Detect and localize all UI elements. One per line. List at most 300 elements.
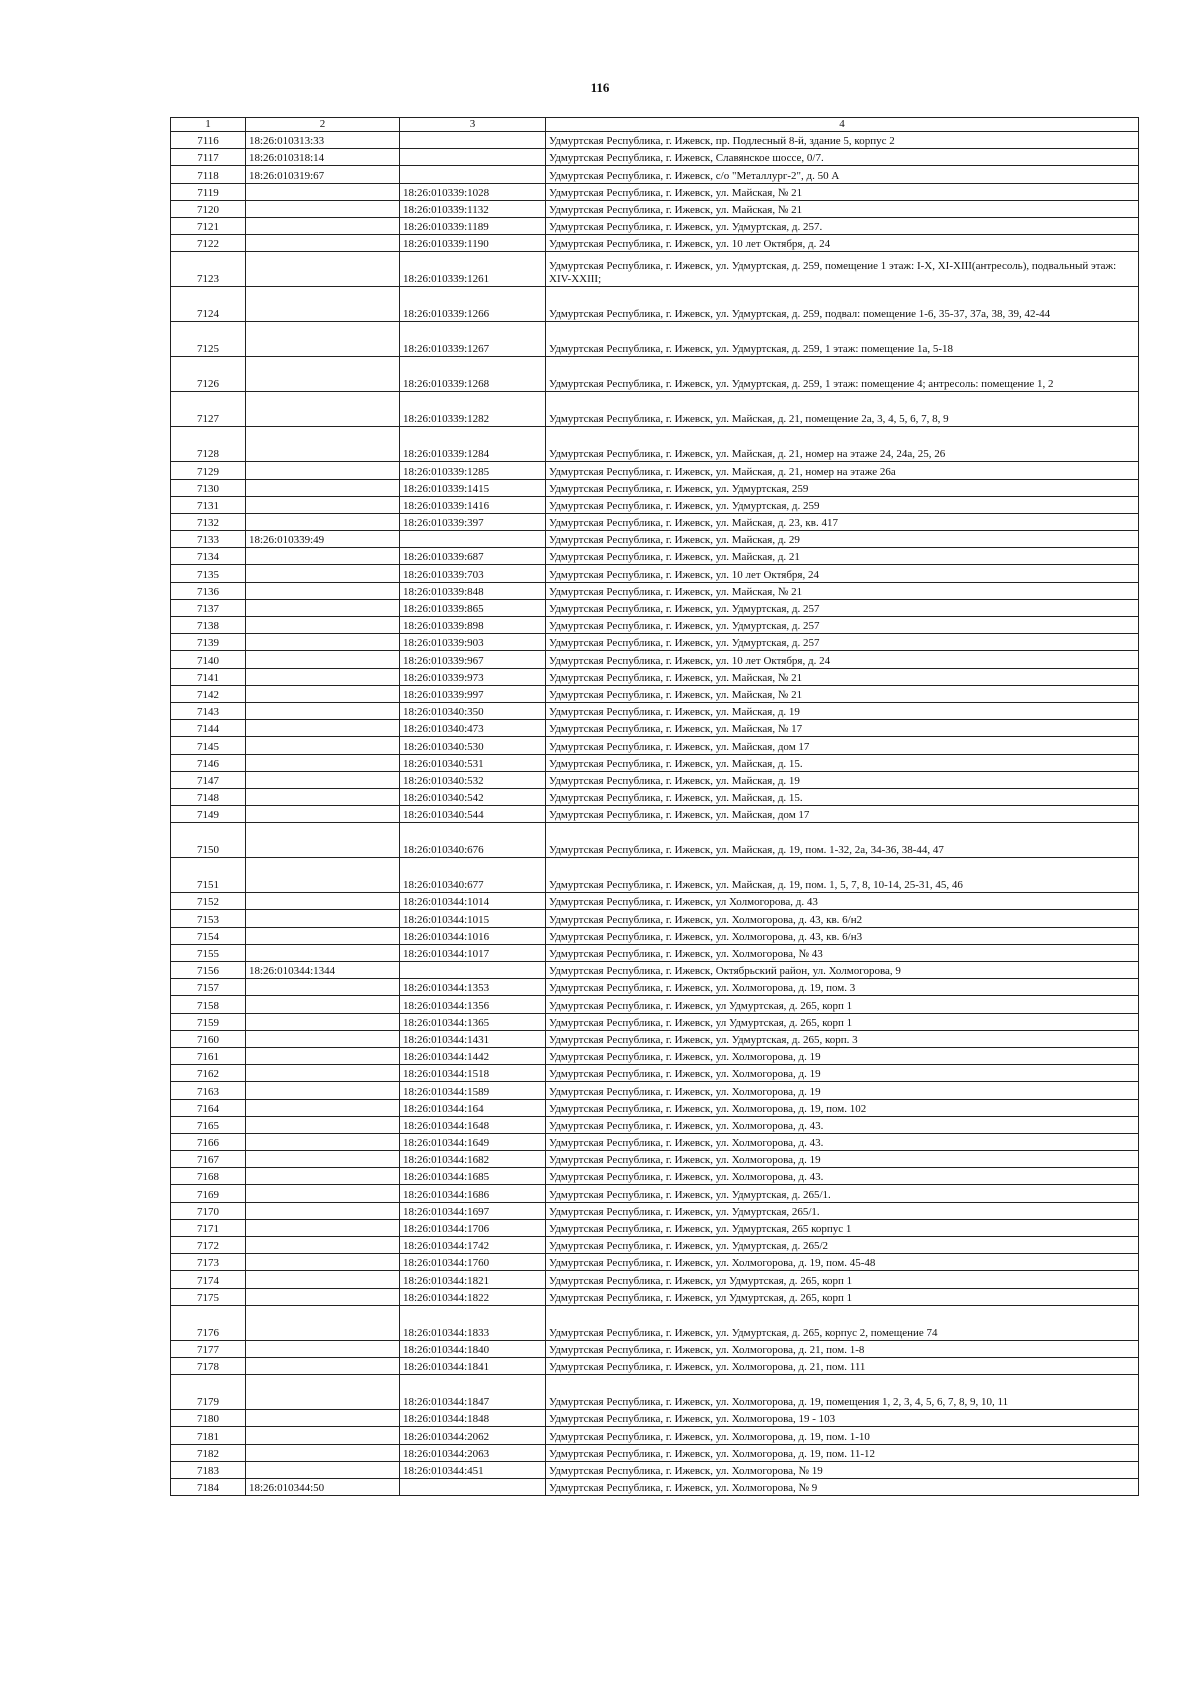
land-cadastral-cell [246, 217, 400, 234]
row-number-cell: 7130 [171, 479, 246, 496]
land-cadastral-cell [246, 200, 400, 217]
address-cell: Удмуртская Республика, г. Ижевск, ул. Удмуртская, д. 259, 1 этаж: помещение 1а, 5-18 [546, 322, 1139, 357]
row-number-cell: 7163 [171, 1082, 246, 1099]
address-cell: Удмуртская Республика, г. Ижевск, ул. Холмогорова, № 19 [546, 1461, 1139, 1478]
table-row [171, 462, 1139, 479]
address-cell: Удмуртская Республика, г. Ижевск, ул. Майская, № 21 [546, 668, 1139, 685]
table-row [171, 944, 1139, 961]
table-row [171, 1030, 1139, 1047]
row-number-cell: 7138 [171, 617, 246, 634]
object-cadastral-cell: 18:26:010344:1016 [400, 927, 546, 944]
object-cadastral-cell [400, 149, 546, 166]
table-row [171, 1237, 1139, 1254]
land-cadastral-cell [246, 1340, 400, 1357]
row-number-cell: 7159 [171, 1013, 246, 1030]
land-cadastral-cell [246, 1030, 400, 1047]
land-cadastral-cell [246, 893, 400, 910]
table-row [171, 217, 1139, 234]
object-cadastral-cell: 18:26:010339:1282 [400, 392, 546, 427]
object-cadastral-cell: 18:26:010339:1261 [400, 252, 546, 287]
land-cadastral-cell [246, 582, 400, 599]
address-cell: Удмуртская Республика, г. Ижевск, ул. Майская, д. 15. [546, 754, 1139, 771]
address-cell: Удмуртская Республика, г. Ижевск, ул. Удмуртская, д. 265, корп. 3 [546, 1030, 1139, 1047]
object-cadastral-cell: 18:26:010344:2063 [400, 1444, 546, 1461]
row-number-cell: 7168 [171, 1168, 246, 1185]
table-row [171, 1116, 1139, 1133]
address-cell: Удмуртская Республика, г. Ижевск, ул. Майская, д. 19, пом. 1, 5, 7, 8, 10-14, 25-31, 45, 46 [546, 858, 1139, 893]
row-number-cell: 7128 [171, 427, 246, 462]
table-row [171, 322, 1139, 357]
header-row [171, 118, 1139, 132]
row-number-cell: 7119 [171, 183, 246, 200]
object-cadastral-cell: 18:26:010344:1822 [400, 1288, 546, 1305]
table-row [171, 1305, 1139, 1340]
table-row [171, 823, 1139, 858]
object-cadastral-cell: 18:26:010339:1415 [400, 479, 546, 496]
table-row [171, 1151, 1139, 1168]
land-cadastral-cell [246, 548, 400, 565]
row-number-cell: 7145 [171, 737, 246, 754]
object-cadastral-cell: 18:26:010344:1848 [400, 1410, 546, 1427]
table-row [171, 702, 1139, 719]
address-cell: Удмуртская Республика, г. Ижевск, ул. Удмуртская, д. 257. [546, 217, 1139, 234]
table-row [171, 927, 1139, 944]
row-number-cell: 7161 [171, 1047, 246, 1064]
table-row [171, 634, 1139, 651]
table-row [171, 427, 1139, 462]
object-cadastral-cell: 18:26:010344:1017 [400, 944, 546, 961]
row-number-cell: 7175 [171, 1288, 246, 1305]
object-cadastral-cell: 18:26:010339:865 [400, 599, 546, 616]
land-cadastral-cell [246, 754, 400, 771]
table-row [171, 979, 1139, 996]
row-number-cell: 7146 [171, 754, 246, 771]
address-cell: Удмуртская Республика, г. Ижевск, ул. Майская, д. 21 [546, 548, 1139, 565]
row-number-cell: 7147 [171, 771, 246, 788]
table-row [171, 166, 1139, 183]
address-cell: Удмуртская Республика, г. Ижевск, ул. Майская, № 21 [546, 200, 1139, 217]
table-row [171, 858, 1139, 893]
row-number-cell: 7177 [171, 1340, 246, 1357]
table-row [171, 720, 1139, 737]
object-cadastral-cell: 18:26:010344:1742 [400, 1237, 546, 1254]
address-cell: Удмуртская Республика, г. Ижевск, ул. Удмуртская, д. 265/1. [546, 1185, 1139, 1202]
object-cadastral-cell: 18:26:010340:532 [400, 771, 546, 788]
address-cell: Удмуртская Республика, г. Ижевск, ул. Холмогорова, д. 43. [546, 1133, 1139, 1150]
land-cadastral-cell [246, 702, 400, 719]
row-number-cell: 7143 [171, 702, 246, 719]
table-row [171, 1254, 1139, 1271]
address-cell: Удмуртская Республика, г. Ижевск, с/о "Металлург-2", д. 50 А [546, 166, 1139, 183]
row-number-cell: 7127 [171, 392, 246, 427]
row-number-cell: 7150 [171, 823, 246, 858]
table-row [171, 1357, 1139, 1374]
address-cell: Удмуртская Республика, г. Ижевск, ул. Майская, дом 17 [546, 806, 1139, 823]
row-number-cell: 7129 [171, 462, 246, 479]
row-number-cell: 7167 [171, 1151, 246, 1168]
object-cadastral-cell: 18:26:010344:1685 [400, 1168, 546, 1185]
address-cell: Удмуртская Республика, г. Ижевск, ул. Майская, д. 19 [546, 771, 1139, 788]
address-cell: Удмуртская Республика, г. Ижевск, ул. Удмуртская, д. 259, подвал: помещение 1-6, 35-37, 37а, 38, 39, 42-44 [546, 287, 1139, 322]
table-row [171, 548, 1139, 565]
row-number-cell: 7157 [171, 979, 246, 996]
table-row [171, 1288, 1139, 1305]
header-col-3: 3 [400, 118, 546, 132]
land-cadastral-cell [246, 1047, 400, 1064]
object-cadastral-cell: 18:26:010339:1190 [400, 235, 546, 252]
table-row [171, 479, 1139, 496]
address-cell: Удмуртская Республика, г. Ижевск, Славянское шоссе, 0/7. [546, 149, 1139, 166]
land-cadastral-cell [246, 287, 400, 322]
land-cadastral-cell [246, 1185, 400, 1202]
object-cadastral-cell: 18:26:010339:1268 [400, 357, 546, 392]
table-row [171, 235, 1139, 252]
table-row [171, 1202, 1139, 1219]
land-cadastral-cell [246, 462, 400, 479]
address-cell: Удмуртская Республика, г. Ижевск, ул. Холмогорова, д. 19, пом. 45-48 [546, 1254, 1139, 1271]
land-cadastral-cell [246, 392, 400, 427]
land-cadastral-cell [246, 1305, 400, 1340]
address-cell: Удмуртская Республика, г. Ижевск, ул. Майская, № 21 [546, 582, 1139, 599]
address-cell: Удмуртская Республика, г. Ижевск, ул. Удмуртская, 259 [546, 479, 1139, 496]
address-cell: Удмуртская Республика, г. Ижевск, ул. Холмогорова, 19 - 103 [546, 1410, 1139, 1427]
table-row [171, 617, 1139, 634]
land-cadastral-cell [246, 1099, 400, 1116]
object-cadastral-cell: 18:26:010339:1189 [400, 217, 546, 234]
address-cell: Удмуртская Республика, г. Ижевск, ул. Удмуртская, д. 259, 1 этаж: помещение 4; антресоль: помещение 1, 2 [546, 357, 1139, 392]
land-cadastral-cell [246, 1444, 400, 1461]
address-cell: Удмуртская Республика, г. Ижевск, ул. Майская, д. 21, номер на этаже 26а [546, 462, 1139, 479]
land-cadastral-cell [246, 1357, 400, 1374]
row-number-cell: 7137 [171, 599, 246, 616]
object-cadastral-cell: 18:26:010344:1697 [400, 1202, 546, 1219]
land-cadastral-cell [246, 1288, 400, 1305]
row-number-cell: 7162 [171, 1065, 246, 1082]
object-cadastral-cell: 18:26:010340:530 [400, 737, 546, 754]
address-cell: Удмуртская Республика, г. Ижевск, ул. Холмогорова, д. 19, помещения 1, 2, 3, 4, 5, 6, 7, 8, 9, 10, 11 [546, 1375, 1139, 1410]
object-cadastral-cell: 18:26:010344:1686 [400, 1185, 546, 1202]
object-cadastral-cell: 18:26:010340:676 [400, 823, 546, 858]
row-number-cell: 7178 [171, 1357, 246, 1374]
row-number-cell: 7183 [171, 1461, 246, 1478]
table-row [171, 1271, 1139, 1288]
land-cadastral-cell [246, 668, 400, 685]
land-cadastral-cell [246, 634, 400, 651]
address-cell: Удмуртская Республика, г. Ижевск, ул. Холмогорова, № 43 [546, 944, 1139, 961]
row-number-cell: 7149 [171, 806, 246, 823]
table-row [171, 496, 1139, 513]
land-cadastral-cell [246, 979, 400, 996]
land-cadastral-cell [246, 1202, 400, 1219]
table-row [171, 531, 1139, 548]
address-cell: Удмуртская Республика, г. Ижевск, ул. 10 лет Октября, д. 24 [546, 651, 1139, 668]
land-cadastral-cell [246, 944, 400, 961]
land-cadastral-cell: 18:26:010344:1344 [246, 962, 400, 979]
object-cadastral-cell: 18:26:010344:1353 [400, 979, 546, 996]
address-cell: Удмуртская Республика, г. Ижевск, ул. Майская, д. 19, пом. 1-32, 2а, 34-36, 38-44, 47 [546, 823, 1139, 858]
object-cadastral-cell: 18:26:010339:1416 [400, 496, 546, 513]
object-cadastral-cell: 18:26:010340:544 [400, 806, 546, 823]
land-cadastral-cell [246, 806, 400, 823]
object-cadastral-cell: 18:26:010344:1706 [400, 1219, 546, 1236]
row-number-cell: 7179 [171, 1375, 246, 1410]
address-cell: Удмуртская Республика, г. Ижевск, ул. Удмуртская, д. 265, корпус 2, помещение 74 [546, 1305, 1139, 1340]
land-cadastral-cell [246, 858, 400, 893]
row-number-cell: 7151 [171, 858, 246, 893]
table-row [171, 806, 1139, 823]
land-cadastral-cell [246, 357, 400, 392]
table-row [171, 287, 1139, 322]
row-number-cell: 7173 [171, 1254, 246, 1271]
table-row [171, 1461, 1139, 1478]
address-cell: Удмуртская Республика, г. Ижевск, ул. Удмуртская, 265 корпус 1 [546, 1219, 1139, 1236]
header-col-4: 4 [546, 118, 1139, 132]
table-row [171, 1013, 1139, 1030]
land-cadastral-cell [246, 927, 400, 944]
object-cadastral-cell: 18:26:010344:1015 [400, 910, 546, 927]
table-row [171, 685, 1139, 702]
row-number-cell: 7182 [171, 1444, 246, 1461]
object-cadastral-cell: 18:26:010344:1847 [400, 1375, 546, 1410]
table-row [171, 1099, 1139, 1116]
land-cadastral-cell: 18:26:010344:50 [246, 1478, 400, 1495]
object-cadastral-cell: 18:26:010344:1442 [400, 1047, 546, 1064]
row-number-cell: 7165 [171, 1116, 246, 1133]
object-cadastral-cell [400, 531, 546, 548]
object-cadastral-cell: 18:26:010339:898 [400, 617, 546, 634]
table-row [171, 513, 1139, 530]
land-cadastral-cell [246, 513, 400, 530]
table-row [171, 599, 1139, 616]
page-number: 116 [590, 80, 610, 95]
address-cell: Удмуртская Республика, г. Ижевск, ул. Майская, д. 23, кв. 417 [546, 513, 1139, 530]
row-number-cell: 7132 [171, 513, 246, 530]
table-row [171, 1185, 1139, 1202]
table-row [171, 1478, 1139, 1495]
row-number-cell: 7142 [171, 685, 246, 702]
land-cadastral-cell [246, 252, 400, 287]
row-number-cell: 7176 [171, 1305, 246, 1340]
row-number-cell: 7124 [171, 287, 246, 322]
object-cadastral-cell: 18:26:010339:997 [400, 685, 546, 702]
object-cadastral-cell: 18:26:010344:1431 [400, 1030, 546, 1047]
object-cadastral-cell: 18:26:010339:1028 [400, 183, 546, 200]
table-row [171, 1444, 1139, 1461]
address-cell: Удмуртская Республика, г. Ижевск, ул. Удмуртская, д. 259 [546, 496, 1139, 513]
address-cell: Удмуртская Республика, г. Ижевск, ул. 10 лет Октября, 24 [546, 565, 1139, 582]
table-row [171, 1219, 1139, 1236]
land-cadastral-cell [246, 1461, 400, 1478]
table-row [171, 1168, 1139, 1185]
table-row [171, 1427, 1139, 1444]
address-cell: Удмуртская Республика, г. Ижевск, ул. Холмогорова, д. 21, пом. 111 [546, 1357, 1139, 1374]
row-number-cell: 7170 [171, 1202, 246, 1219]
row-number-cell: 7133 [171, 531, 246, 548]
row-number-cell: 7184 [171, 1478, 246, 1495]
object-cadastral-cell: 18:26:010344:1365 [400, 1013, 546, 1030]
table-row [171, 737, 1139, 754]
object-cadastral-cell [400, 1478, 546, 1495]
object-cadastral-cell: 18:26:010339:1266 [400, 287, 546, 322]
table-row [171, 771, 1139, 788]
land-cadastral-cell [246, 1237, 400, 1254]
address-cell: Удмуртская Республика, г. Ижевск, ул. Майская, д. 21, помещение 2а, 3, 4, 5, 6, 7, 8, 9 [546, 392, 1139, 427]
row-number-cell: 7172 [171, 1237, 246, 1254]
object-cadastral-cell: 18:26:010344:164 [400, 1099, 546, 1116]
object-cadastral-cell: 18:26:010339:1285 [400, 462, 546, 479]
table-row [171, 149, 1139, 166]
row-number-cell: 7152 [171, 893, 246, 910]
row-number-cell: 7136 [171, 582, 246, 599]
land-cadastral-cell [246, 1410, 400, 1427]
row-number-cell: 7126 [171, 357, 246, 392]
address-cell: Удмуртская Республика, г. Ижевск, ул. 10 лет Октября, д. 24 [546, 235, 1139, 252]
address-cell: Удмуртская Республика, г. Ижевск, ул. Удмуртская, д. 257 [546, 617, 1139, 634]
object-cadastral-cell: 18:26:010344:1518 [400, 1065, 546, 1082]
land-cadastral-cell [246, 235, 400, 252]
header-col-2: 2 [246, 118, 400, 132]
land-cadastral-cell [246, 788, 400, 805]
table-row [171, 668, 1139, 685]
table-row [171, 183, 1139, 200]
address-cell: Удмуртская Республика, г. Ижевск, ул. Холмогорова, д. 21, пом. 1-8 [546, 1340, 1139, 1357]
land-cadastral-cell [246, 1065, 400, 1082]
row-number-cell: 7122 [171, 235, 246, 252]
row-number-cell: 7134 [171, 548, 246, 565]
row-number-cell: 7139 [171, 634, 246, 651]
object-cadastral-cell: 18:26:010344:1821 [400, 1271, 546, 1288]
object-cadastral-cell [400, 132, 546, 149]
land-cadastral-cell [246, 479, 400, 496]
object-cadastral-cell: 18:26:010340:473 [400, 720, 546, 737]
table-row [171, 1082, 1139, 1099]
land-cadastral-cell [246, 617, 400, 634]
table-body [171, 132, 1139, 1496]
table-row [171, 582, 1139, 599]
address-cell: Удмуртская Республика, г. Ижевск, ул Удмуртская, д. 265, корп 1 [546, 996, 1139, 1013]
land-cadastral-cell [246, 496, 400, 513]
row-number-cell: 7158 [171, 996, 246, 1013]
land-cadastral-cell [246, 599, 400, 616]
address-cell: Удмуртская Республика, г. Ижевск, ул. Холмогорова, д. 19, пом. 1-10 [546, 1427, 1139, 1444]
address-cell: Удмуртская Республика, г. Ижевск, ул. Майская, дом 17 [546, 737, 1139, 754]
object-cadastral-cell: 18:26:010344:1589 [400, 1082, 546, 1099]
address-cell: Удмуртская Республика, г. Ижевск, ул. Удмуртская, 265/1. [546, 1202, 1139, 1219]
address-cell: Удмуртская Республика, г. Ижевск, ул. Удмуртская, д. 257 [546, 634, 1139, 651]
land-cadastral-cell [246, 1082, 400, 1099]
land-cadastral-cell [246, 1168, 400, 1185]
land-cadastral-cell [246, 1133, 400, 1150]
table-row [171, 200, 1139, 217]
table-row [171, 1340, 1139, 1357]
table-row [171, 392, 1139, 427]
address-cell: Удмуртская Республика, г. Ижевск, ул. Майская, д. 21, номер на этаже 24, 24а, 25, 26 [546, 427, 1139, 462]
object-cadastral-cell: 18:26:010344:1760 [400, 1254, 546, 1271]
address-cell: Удмуртская Республика, г. Ижевск, ул. Майская, д. 19 [546, 702, 1139, 719]
land-cadastral-cell [246, 565, 400, 582]
address-cell: Удмуртская Республика, г. Ижевск, ул. Холмогорова, д. 43, кв. 6/н3 [546, 927, 1139, 944]
land-cadastral-cell [246, 322, 400, 357]
table-row [171, 1047, 1139, 1064]
object-cadastral-cell: 18:26:010340:350 [400, 702, 546, 719]
land-cadastral-cell [246, 1219, 400, 1236]
address-cell: Удмуртская Республика, г. Ижевск, ул. Удмуртская, д. 257 [546, 599, 1139, 616]
address-cell: Удмуртская Республика, г. Ижевск, ул. Майская, № 17 [546, 720, 1139, 737]
address-cell: Удмуртская Республика, г. Ижевск, ул. Майская, д. 29 [546, 531, 1139, 548]
land-cadastral-cell [246, 1116, 400, 1133]
land-cadastral-cell [246, 1427, 400, 1444]
address-cell: Удмуртская Республика, г. Ижевск, ул Удмуртская, д. 265, корп 1 [546, 1013, 1139, 1030]
land-cadastral-cell [246, 771, 400, 788]
land-cadastral-cell [246, 427, 400, 462]
address-cell: Удмуртская Республика, г. Ижевск, ул. Холмогорова, д. 19 [546, 1151, 1139, 1168]
object-cadastral-cell: 18:26:010339:973 [400, 668, 546, 685]
address-cell: Удмуртская Республика, г. Ижевск, ул. Удмуртская, д. 265/2 [546, 1237, 1139, 1254]
object-cadastral-cell: 18:26:010339:967 [400, 651, 546, 668]
land-cadastral-cell [246, 1254, 400, 1271]
row-number-cell: 7160 [171, 1030, 246, 1047]
row-number-cell: 7180 [171, 1410, 246, 1427]
address-cell: Удмуртская Республика, г. Ижевск, ул. Удмуртская, д. 259, помещение 1 этаж: I-X, XI-XIII(антресоль), подвальный этаж: XIV-XXIII; [546, 252, 1139, 287]
land-cadastral-cell: 18:26:010318:14 [246, 149, 400, 166]
address-cell: Удмуртская Республика, г. Ижевск, ул. Холмогорова, д. 43. [546, 1116, 1139, 1133]
row-number-cell: 7125 [171, 322, 246, 357]
object-cadastral-cell: 18:26:010339:1284 [400, 427, 546, 462]
row-number-cell: 7118 [171, 166, 246, 183]
table-row [171, 962, 1139, 979]
land-cadastral-cell [246, 1151, 400, 1168]
address-cell: Удмуртская Республика, г. Ижевск, ул. Холмогорова, д. 19 [546, 1065, 1139, 1082]
row-number-cell: 7148 [171, 788, 246, 805]
row-number-cell: 7155 [171, 944, 246, 961]
land-cadastral-cell [246, 183, 400, 200]
land-cadastral-cell [246, 737, 400, 754]
row-number-cell: 7154 [171, 927, 246, 944]
table-row [171, 910, 1139, 927]
address-cell: Удмуртская Республика, г. Ижевск, пр. Подлесный 8-й, здание 5, корпус 2 [546, 132, 1139, 149]
table-row [171, 1133, 1139, 1150]
table-row [171, 1065, 1139, 1082]
table-row [171, 754, 1139, 771]
row-number-cell: 7156 [171, 962, 246, 979]
object-cadastral-cell: 18:26:010344:1014 [400, 893, 546, 910]
table-row [171, 132, 1139, 149]
land-cadastral-cell [246, 823, 400, 858]
object-cadastral-cell: 18:26:010339:687 [400, 548, 546, 565]
object-cadastral-cell: 18:26:010339:848 [400, 582, 546, 599]
object-cadastral-cell: 18:26:010344:1648 [400, 1116, 546, 1133]
address-cell: Удмуртская Республика, г. Ижевск, ул. Холмогорова, д. 19, пом. 102 [546, 1099, 1139, 1116]
header-col-1: 1 [171, 118, 246, 132]
land-cadastral-cell [246, 1271, 400, 1288]
land-cadastral-cell [246, 1375, 400, 1410]
object-cadastral-cell: 18:26:010339:397 [400, 513, 546, 530]
object-cadastral-cell: 18:26:010344:1649 [400, 1133, 546, 1150]
address-cell: Удмуртская Республика, г. Ижевск, ул. Холмогорова, № 9 [546, 1478, 1139, 1495]
row-number-cell: 7164 [171, 1099, 246, 1116]
address-cell: Удмуртская Республика, г. Ижевск, ул Удмуртская, д. 265, корп 1 [546, 1271, 1139, 1288]
table-row [171, 996, 1139, 1013]
object-cadastral-cell: 18:26:010344:1841 [400, 1357, 546, 1374]
row-number-cell: 7116 [171, 132, 246, 149]
address-cell: Удмуртская Республика, г. Ижевск, ул. Холмогорова, д. 19, пом. 11-12 [546, 1444, 1139, 1461]
land-cadastral-cell [246, 1013, 400, 1030]
table-row [171, 1375, 1139, 1410]
object-cadastral-cell: 18:26:010340:677 [400, 858, 546, 893]
row-number-cell: 7117 [171, 149, 246, 166]
address-cell: Удмуртская Республика, г. Ижевск, ул. Холмогорова, д. 19 [546, 1047, 1139, 1064]
table-row [171, 1410, 1139, 1427]
